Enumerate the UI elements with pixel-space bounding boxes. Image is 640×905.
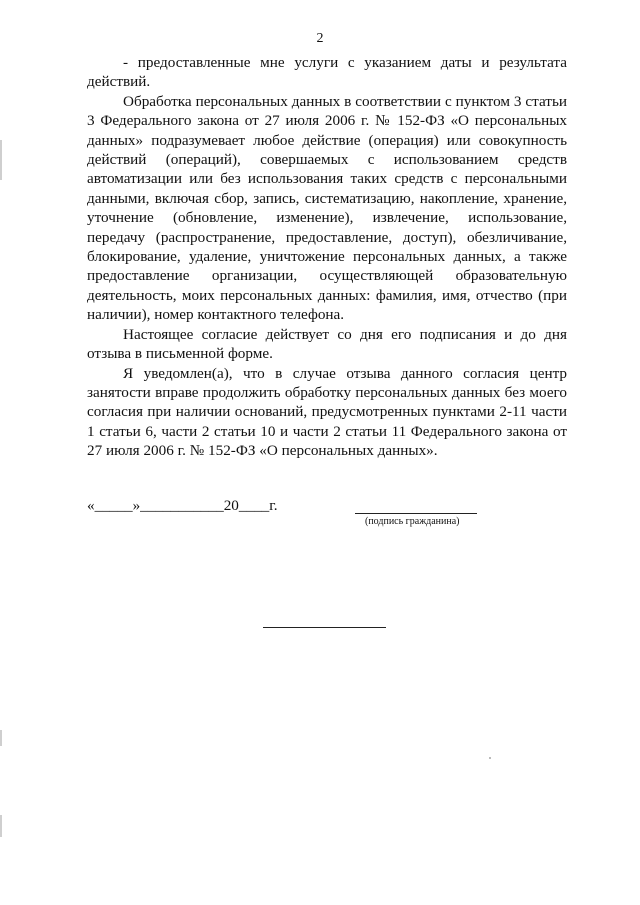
scan-edge-mark (0, 140, 2, 180)
signature-caption: (подпись гражданина) (365, 516, 460, 527)
document-body (87, 53, 567, 461)
paragraph-consent-validity: Настоящее согласие действует со дня его подписания и до дня отзыва в письменной форме. (87, 325, 567, 363)
scan-speck (489, 757, 491, 759)
paragraph-withdrawal-notice: Я уведомлен(а), что в случае отзыва данного согласия центр занятости вправе продолжить обработку персональных данных без моего согласия при наличии оснований, предусмотренных пунктами 2-11 части 1 статьи 6, части 2 статьи 10 и части 2 статьи 11 Федерального закона от 27 июля 2006 г. № 152-ФЗ «О персональных данных». (87, 364, 567, 460)
scan-edge-mark (0, 815, 2, 837)
signature-block (87, 497, 567, 537)
paragraph-services: - предоставленные мне услуги с указанием даты и результата действий. (87, 54, 567, 91)
end-of-document-rule (263, 627, 386, 628)
date-field: «_____»___________20____г. (87, 497, 278, 514)
paragraph-processing-definition: Обработка персональных данных в соответствии с пунктом 3 статьи 3 Федерального закона от 27 июля 2006 г. № 152-ФЗ «О персональных данных» подразумевает любое действие (операция) или совокупность действий (операций), совершаемых с использованием средств автоматизации или без использования таких средств с персональными данными, включая сбор, запись, систематизацию, накопление, хранение, уточнение (обновление, изменение), извлечение, использование, передачу (распространение, предоставление, доступ), обезличивание, блокирование, удаление, уничтожение персональных данных, а также предоставление организации, осуществляющей образовательную деятельность, моих персональных данных: фамилия, имя, отчество (при наличии), номер контактного телефона. (87, 92, 567, 324)
scan-edge-mark (0, 730, 2, 746)
signature-line (355, 513, 477, 514)
page-number: 2 (316, 31, 324, 46)
